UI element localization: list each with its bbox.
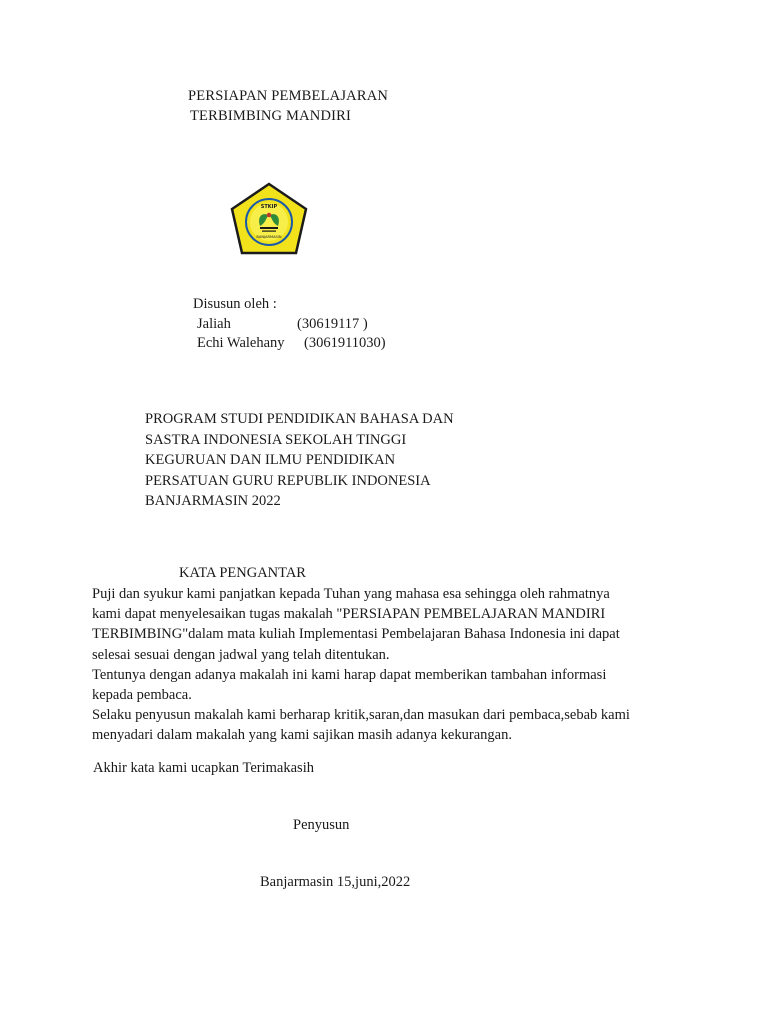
institution-line: BANJARMASIN 2022 <box>145 493 281 509</box>
foreword-line: kepada pembaca. <box>92 687 192 704</box>
institution-line: PROGRAM STUDI PENDIDIKAN BAHASA DAN <box>145 411 454 427</box>
title-line-2: TERBIMBING MANDIRI <box>190 108 352 124</box>
seal-bottom-text: BANJARMASIN <box>256 235 282 239</box>
foreword-line: TERBIMBING"dalam mata kuliah Implementasi Pembelajaran Bahasa Indonesia ini dapat <box>92 626 620 643</box>
foreword-line: selesai sesuai dengan jadwal yang telah ditentukan. <box>92 646 390 663</box>
institution-block <box>145 409 545 512</box>
title-line-1: PERSIAPAN PEMBELAJARAN <box>188 88 389 104</box>
institution-line: PERSATUAN GURU REPUBLIK INDONESIA <box>145 472 431 489</box>
institution-line: SASTRA INDONESIA SEKOLAH TINGGI <box>145 431 407 448</box>
author-nim: (30619117 ) <box>297 316 368 332</box>
author-nim: (3061911030) <box>304 335 386 351</box>
foreword-body <box>92 584 692 746</box>
signature-role: Penyusun <box>293 817 350 833</box>
authors-heading: Disusun oleh : <box>193 296 277 312</box>
author-row-2 <box>197 333 386 353</box>
closing-line: Akhir kata kami ucapkan Terimakasih <box>93 760 314 776</box>
author-row-1 <box>197 314 368 334</box>
foreword-line: kami dapat menyelesaikan tugas makalah "PERSIAPAN PEMBELAJARAN MANDIRI <box>92 606 606 623</box>
seal-top-text: STKIP <box>260 204 278 210</box>
foreword-line: Tentunya dengan adanya makalah ini kami harap dapat memberikan tambahan informasi <box>92 666 607 683</box>
foreword-heading: KATA PENGANTAR <box>179 565 306 581</box>
institution-line: KEGURUAN DAN ILMU PENDIDIKAN <box>145 452 396 468</box>
foreword-line: menyadari dalam makalah yang kami sajikan masih adanya kekurangan. <box>92 727 512 744</box>
institution-logo <box>230 182 308 256</box>
logo-seal-icon <box>230 182 308 256</box>
place-date: Banjarmasin 15,juni,2022 <box>260 874 411 890</box>
foreword-line: Puji dan syukur kami panjatkan kepada Tuhan yang mahasa esa sehingga oleh rahmatnya <box>92 586 610 602</box>
foreword-line: Selaku penyusun makalah kami berharap kritik,saran,dan masukan dari pembaca,sebab kami <box>92 707 630 724</box>
author-name: Jaliah <box>197 316 231 332</box>
author-name: Echi Walehany <box>197 335 285 351</box>
